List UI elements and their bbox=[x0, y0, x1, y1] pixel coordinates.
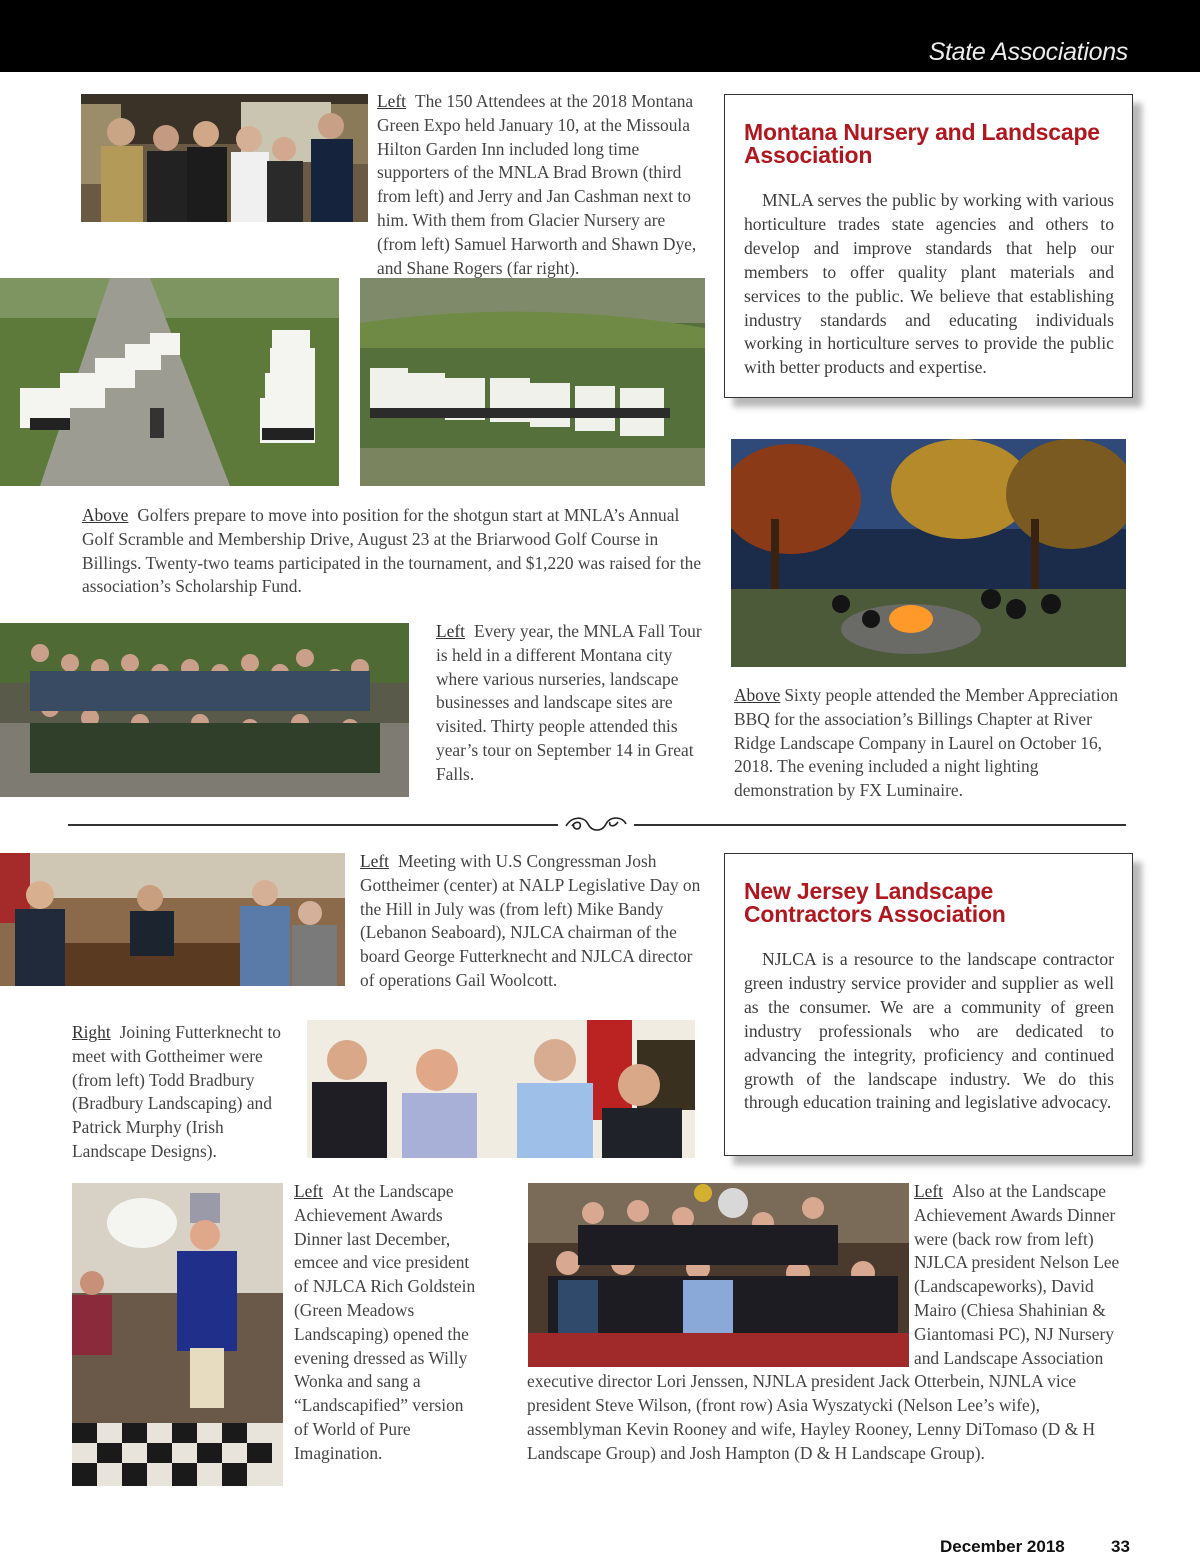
new-jersey-title-line1: New Jersey Landscape bbox=[744, 878, 994, 904]
flourish-ornament-icon bbox=[562, 814, 630, 834]
new-jersey-association-box bbox=[724, 853, 1133, 1156]
caption-label: Above bbox=[82, 505, 129, 525]
caption-label: Left bbox=[377, 91, 406, 111]
caption-label: Left bbox=[294, 1181, 323, 1201]
caption-label: Above bbox=[734, 685, 781, 705]
footer-date: December 2018 bbox=[940, 1537, 1065, 1556]
divider-line-left bbox=[68, 824, 558, 826]
montana-title-line1: Montana Nursery and Landscape bbox=[744, 119, 1100, 145]
caption-wrap-spacer bbox=[527, 1180, 914, 1370]
caption-text: Also at the Landscape Achievement Awards Dinner were (back row from left) NJLCA president Nelson Lee (Landscapeworks), David Mairo (Chiesa Shahinian & Giantomasi PC), NJ Nursery and Landscape Association executive director Lori Jenssen, NJNLA president Jack Otterbein, NJNLA vice president Steve Wilson, (front row) Asia Wyszatycki (Nelson Lee’s wife), assemblyman Kevin Rooney and wife, Hayley Rooney, Lenny DiTomaso (D & H Landscape Group) and Josh Hampton (D & H Landscape Group). bbox=[527, 1181, 1120, 1463]
caption-label: Left bbox=[914, 1181, 943, 1201]
montana-title bbox=[744, 121, 1114, 167]
photo-fall-tour bbox=[0, 623, 409, 797]
photo-futterknecht-group bbox=[307, 1020, 695, 1158]
montana-body: MNLA serves the public by working with various horticulture trades state agencies and others to develop and improve standards that help our members to offer quality plant materials and services to the public. We believe that establishing industry standards and educating individuals working in horticulture serves to provide the public with better products and expertise. bbox=[744, 190, 1114, 378]
divider-line-right bbox=[634, 824, 1126, 826]
page-number: 33 bbox=[1111, 1537, 1130, 1556]
photo-congressman-meeting bbox=[0, 853, 345, 986]
caption-fall-tour bbox=[436, 620, 706, 787]
caption-label: Right bbox=[72, 1022, 111, 1042]
new-jersey-body: NJLCA is a resource to the landscape contractor green industry service provider and supplier as well as the consumer. We are a community of green industry professionals who are dedicated to advancing the integrity, proficiency and continued growth of the landscape industry. We do this through education training and legislative advocacy. bbox=[744, 949, 1114, 1113]
caption-willy-wonka bbox=[294, 1180, 476, 1466]
caption-label: Left bbox=[436, 621, 465, 641]
section-divider bbox=[68, 824, 1126, 826]
caption-text: Meeting with U.S Congressman Josh Gottheimer (center) at NALP Legislative Day on the Hill in July was (from left) Mike Bandy (Lebanon Seaboard), NJLCA chairman of the board George Futterknecht and NJLCA director of operations Gail Woolcott. bbox=[360, 851, 701, 990]
caption-text: At the Landscape Achievement Awards Dinner last December, emcee and vice president of NJLCA Rich Goldstein (Green Meadows Landscaping) opened the evening dressed as Willy Wonka and sang a “Landscapified” version of World of Pure Imagination. bbox=[294, 1181, 476, 1463]
caption-label: Left bbox=[360, 851, 389, 871]
caption-golf bbox=[82, 504, 706, 599]
caption-text: Sixty people attended the Member Appreciation BBQ for the association’s Billings Chapter at River Ridge Landscape Company in Laurel on October 16, 2018. The evening included a night lighting demonstration by FX Luminaire. bbox=[734, 685, 1119, 801]
section-title: State Associations bbox=[928, 38, 1128, 66]
photo-golf-carts-path bbox=[0, 278, 339, 486]
caption-futterknecht bbox=[72, 1021, 286, 1164]
caption-text: Every year, the MNLA Fall Tour is held in a different Montana city where various nurseries, landscape businesses and landscape sites are visited. Thirty people attended this year’s tour on September 14 in Great Falls. bbox=[436, 621, 702, 784]
photo-golf-carts-green bbox=[360, 278, 705, 486]
photo-green-expo bbox=[81, 94, 368, 222]
caption-text: Joining Futterknecht to meet with Gottheimer were (from left) Todd Bradbury (Bradbury Landscaping) and Patrick Murphy (Irish Landscape Designs). bbox=[72, 1022, 281, 1161]
new-jersey-title bbox=[744, 880, 1114, 926]
caption-awards-dinner bbox=[527, 1180, 1130, 1466]
caption-green-expo bbox=[377, 90, 703, 280]
caption-bbq bbox=[734, 684, 1130, 803]
caption-text: The 150 Attendees at the 2018 Montana Green Expo held January 10, at the Missoula Hilton Garden Inn included long time supporters of the MNLA Brad Brown (third from left) and Jerry and Jan Cashman next to him. With them from Glacier Nursery are (from left) Samuel Harworth and Shawn Dye, and Shane Rogers (far right). bbox=[377, 91, 697, 278]
photo-willy-wonka bbox=[72, 1183, 283, 1486]
montana-title-line2: Association bbox=[744, 142, 873, 168]
photo-bbq-night bbox=[731, 439, 1126, 667]
new-jersey-title-line2: Contractors Association bbox=[744, 901, 1006, 927]
caption-text: Golfers prepare to move into position for the shotgun start at MNLA’s Annual Golf Scramble and Membership Drive, August 23 at the Briarwood Golf Course in Billings. Twenty-two teams participated in the tournament, and $1,220 was raised for the association’s Scholarship Fund. bbox=[82, 505, 702, 597]
montana-association-box bbox=[724, 94, 1133, 398]
caption-congressman bbox=[360, 850, 702, 993]
